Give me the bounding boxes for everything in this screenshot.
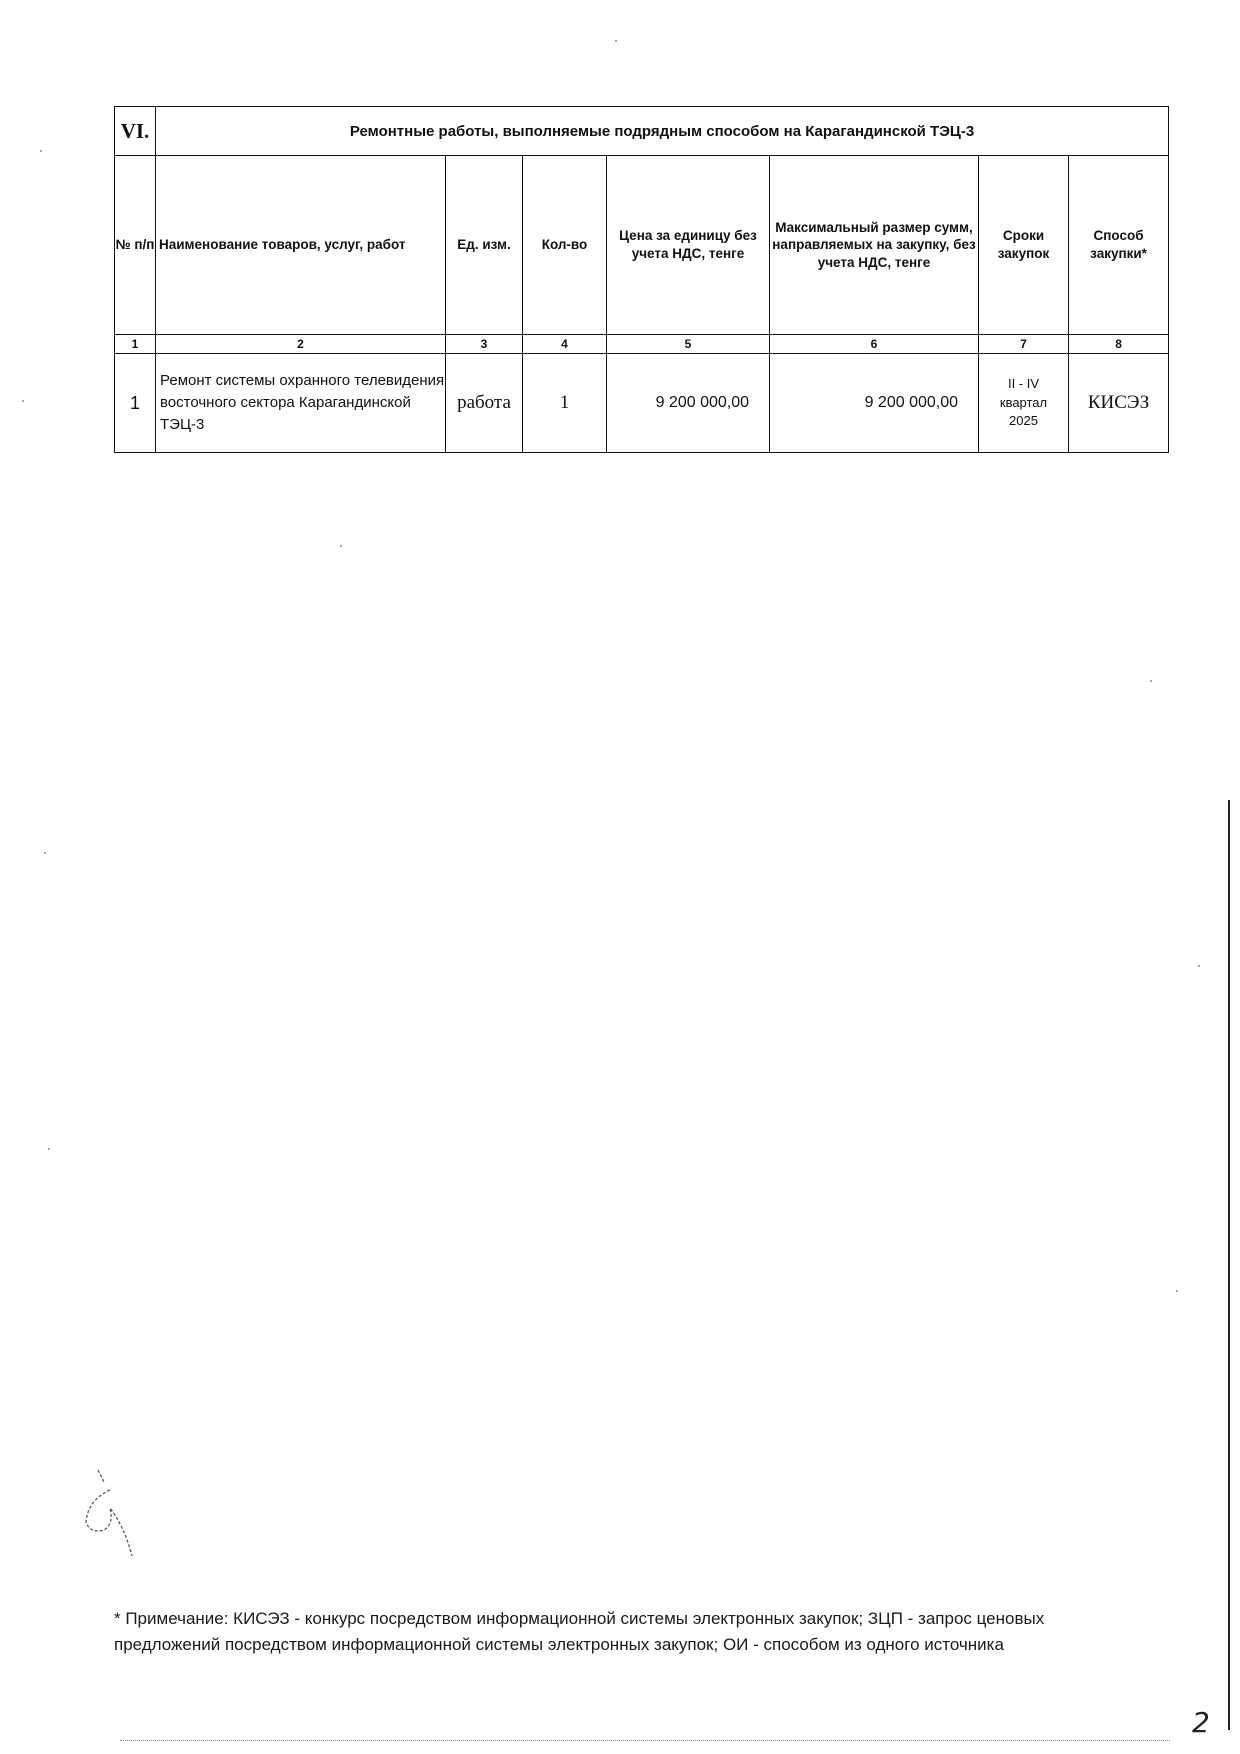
row-qty: 1 [523,354,607,453]
procurement-table [114,106,1169,453]
scan-speck [1198,965,1200,967]
header-number: № п/п [115,156,156,335]
table-header-row [115,156,1169,335]
header-qty: Кол-во [523,156,607,335]
column-number: 7 [979,335,1069,354]
scan-bottom-edge [120,1740,1170,1741]
scan-speck [340,545,342,547]
column-number: 2 [156,335,446,354]
header-unit: Ед. изм. [446,156,523,335]
row-method: КИСЭЗ [1069,354,1169,453]
header-unit-price: Цена за единицу без учета НДС, тенге [607,156,770,335]
row-number: 1 [115,354,156,453]
row-term-quarters: II - IV [1007,375,1040,391]
row-max-amount: 9 200 000,00 [770,354,979,453]
column-number: 3 [446,335,523,354]
footnote: * Примечание: КИСЭЗ - конкурс посредством информационной системы электронных закупок; ЗЦП - запрос ценовых предложений посредством информационной системы электронных закупок; ОИ - способом из одного источника [114,1609,1045,1655]
column-number: 6 [770,335,979,354]
table-row [115,354,1169,453]
scan-speck [48,1148,50,1150]
column-number: 8 [1069,335,1169,354]
page-number: 2 [1192,1706,1210,1739]
scan-speck [1176,1290,1178,1292]
header-term: Сроки закупок [979,156,1069,335]
row-term-year: 2025 [1009,413,1038,429]
section-title: Ремонтные работы, выполняемые подрядным способом на Карагандинской ТЭЦ-3 [156,107,1169,156]
column-number-row [115,335,1169,354]
header-method: Способ закупки* [1069,156,1169,335]
column-number: 4 [523,335,607,354]
row-term [979,354,1069,453]
column-number: 1 [115,335,156,354]
scan-speck [615,40,617,42]
row-unit-price: 9 200 000,00 [607,354,770,453]
signature-mark [80,1460,160,1580]
row-term-word: квартал [999,394,1048,410]
scan-speck [22,400,24,402]
scan-speck [44,852,46,854]
header-max-amount: Максимальный размер сумм, направляемых на закупку, без учета НДС, тенге [770,156,979,335]
row-unit: работа [446,354,523,453]
section-number: VI. [115,107,156,156]
scan-speck [40,150,42,152]
scan-edge-line [1228,800,1230,1730]
column-number: 5 [607,335,770,354]
scan-speck [1150,680,1152,682]
row-item-name: Ремонт системы охранного телевидения восточного сектора Карагандинской ТЭЦ-3 [156,354,446,453]
header-name: Наименование товаров, услуг, работ [156,156,446,335]
